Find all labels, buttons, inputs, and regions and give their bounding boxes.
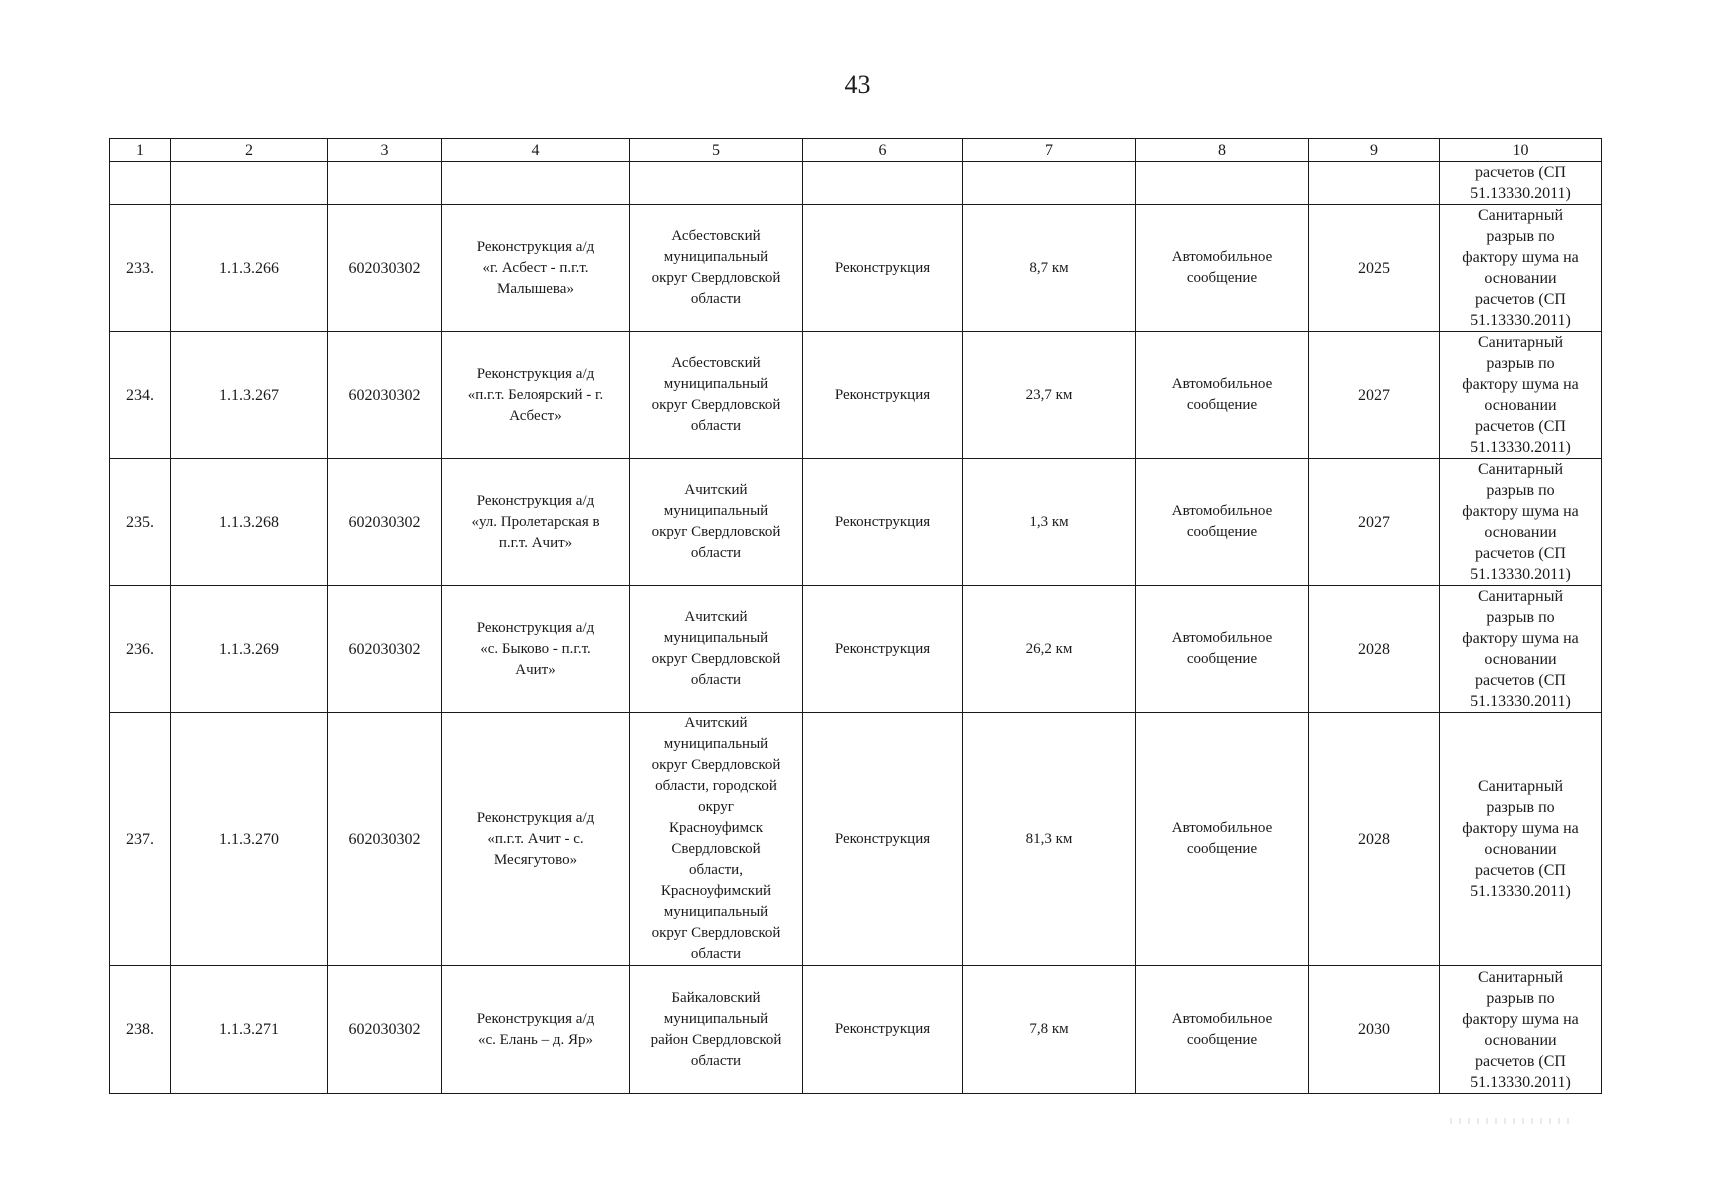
activity-cell: Реконструкция: [803, 459, 963, 586]
purpose-line: сообщение: [1186, 270, 1258, 286]
activity-cell: Реконструкция: [803, 713, 963, 966]
zone-line: 51.13330.2011): [1470, 693, 1571, 710]
registry-table: [109, 138, 1602, 1094]
object-name-line: Реконструкция а/д: [476, 365, 595, 382]
object-name-line: «ул. Пролетарская в: [471, 513, 600, 530]
row-number-cell: 236.: [110, 586, 171, 713]
length-cell: 23,7 км: [963, 332, 1136, 459]
length-cell: 81,3 км: [963, 713, 1136, 966]
header-cell-10: 10: [1440, 139, 1602, 162]
object-name-cell: [442, 713, 630, 966]
header-cell-7: 7: [963, 139, 1136, 162]
location-line: муниципальный: [663, 904, 769, 920]
location-line: Ачитский: [684, 715, 748, 731]
location-line: муниципальный: [663, 630, 769, 646]
zone-line: 51.13330.2011): [1470, 439, 1571, 456]
year-cell: 2027: [1309, 332, 1440, 459]
location-cell: [630, 966, 803, 1094]
object-name-line: «п.г.т. Белоярский - г.: [467, 386, 604, 403]
protection-zone-cell: [1440, 332, 1602, 459]
location-line: области, городской: [655, 778, 777, 794]
header-cell-8: 8: [1136, 139, 1309, 162]
protection-zone-cell: [1440, 205, 1602, 332]
object-name-line: «п.г.т. Ачит - с.: [487, 830, 584, 847]
protection-zone-cell: [1440, 586, 1602, 713]
table-cell: [803, 162, 963, 205]
zone-line: фактору шума на: [1462, 630, 1579, 647]
table-row: [110, 459, 1602, 586]
object-name-line: Ачит»: [515, 661, 556, 678]
location-line: Ачитский: [684, 482, 748, 498]
zone-line: фактору шума на: [1462, 249, 1579, 266]
purpose-line: сообщение: [1186, 841, 1258, 857]
object-name-cell: [442, 966, 630, 1094]
year-cell: 2028: [1309, 586, 1440, 713]
zone-line: Санитарный: [1477, 588, 1564, 605]
purpose-cell: [1136, 332, 1309, 459]
activity-cell: Реконструкция: [803, 205, 963, 332]
header-cell-6: 6: [803, 139, 963, 162]
location-line: Свердловской: [671, 841, 761, 857]
header-cell-3: 3: [328, 139, 442, 162]
purpose-line: Автомобильное: [1171, 820, 1273, 836]
zone-line: Санитарный: [1477, 334, 1564, 351]
location-line: муниципальный: [663, 503, 769, 519]
table-cell: [1309, 162, 1440, 205]
object-code-cell: 1.1.3.269: [171, 586, 328, 713]
object-name-line: Реконструкция а/д: [476, 1010, 595, 1027]
protection-zone-cell: [1440, 459, 1602, 586]
location-line: области: [690, 291, 742, 307]
object-name-line: Месягутово»: [493, 851, 578, 868]
object-name-line: Малышева»: [497, 280, 574, 297]
zone-line: Санитарный: [1477, 778, 1564, 795]
location-line: Асбестовский: [671, 228, 761, 244]
header-cell-1: 1: [110, 139, 171, 162]
zone-line: разрыв по: [1486, 482, 1555, 499]
table-cell: [328, 162, 442, 205]
location-line: Ачитский: [684, 609, 748, 625]
activity-cell: Реконструкция: [803, 332, 963, 459]
activity-cell: Реконструкция: [803, 966, 963, 1094]
class-code-cell: 602030302: [328, 586, 442, 713]
location-line: области: [690, 672, 742, 688]
zone-line: 51.13330.2011): [1470, 185, 1571, 202]
object-name-cell: [442, 459, 630, 586]
location-cell: [630, 205, 803, 332]
location-cell: [630, 332, 803, 459]
purpose-cell: [1136, 713, 1309, 966]
zone-line: разрыв по: [1486, 228, 1555, 245]
class-code-cell: 602030302: [328, 459, 442, 586]
zone-line: основании: [1484, 524, 1557, 541]
object-code-cell: 1.1.3.267: [171, 332, 328, 459]
purpose-line: Автомобильное: [1171, 249, 1273, 265]
location-line: округ Свердловской: [651, 757, 781, 773]
purpose-line: сообщение: [1186, 397, 1258, 413]
page-number: 43: [844, 70, 871, 99]
year-cell: 2028: [1309, 713, 1440, 966]
table-cell: [110, 162, 171, 205]
zone-line: фактору шума на: [1462, 1010, 1579, 1028]
purpose-line: сообщение: [1186, 524, 1258, 540]
length-cell: 7,8 км: [963, 966, 1136, 1094]
location-line: области: [690, 418, 742, 434]
zone-line: основании: [1484, 651, 1557, 668]
protection-zone-cell: [1440, 966, 1602, 1094]
location-line: округ: [698, 799, 734, 815]
zone-line: 51.13330.2011): [1470, 312, 1571, 329]
object-name-line: Асбест»: [509, 407, 562, 424]
row-number-cell: 235.: [110, 459, 171, 586]
zone-line: основании: [1484, 841, 1557, 858]
zone-line: основании: [1484, 270, 1557, 287]
zone-line: расчетов (СП: [1475, 545, 1566, 562]
length-cell: 1,3 км: [963, 459, 1136, 586]
row-number-cell: 237.: [110, 713, 171, 966]
table-row: [110, 966, 1602, 1094]
location-line: Асбестовский: [671, 355, 761, 371]
location-line: округ Свердловской: [651, 651, 781, 667]
header-cell-2: 2: [171, 139, 328, 162]
purpose-line: Автомобильное: [1171, 376, 1273, 392]
object-name-line: Реконструкция а/д: [476, 492, 595, 509]
purpose-cell: [1136, 459, 1309, 586]
location-line: области: [690, 946, 742, 962]
zone-line: расчетов (СП: [1475, 164, 1566, 181]
location-line: округ Свердловской: [651, 524, 781, 540]
scan-artifact: [1450, 1118, 1570, 1124]
object-code-cell: 1.1.3.271: [171, 966, 328, 1094]
purpose-line: сообщение: [1186, 1031, 1258, 1048]
location-line: округ Свердловской: [651, 397, 781, 413]
header-cell-9: 9: [1309, 139, 1440, 162]
location-line: Красноуфимский: [660, 883, 772, 899]
object-name-line: «с. Елань – д. Яр»: [478, 1031, 593, 1048]
location-cell: [630, 713, 803, 966]
table-cell: [442, 162, 630, 205]
length-cell: 8,7 км: [963, 205, 1136, 332]
purpose-line: Автомобильное: [1171, 503, 1273, 519]
object-name-cell: [442, 205, 630, 332]
purpose-line: Автомобильное: [1171, 630, 1273, 646]
location-line: области: [690, 1052, 742, 1069]
activity-cell: Реконструкция: [803, 586, 963, 713]
class-code-cell: 602030302: [328, 966, 442, 1094]
row-number-cell: 233.: [110, 205, 171, 332]
continuation-row: [110, 162, 1602, 205]
year-cell: 2025: [1309, 205, 1440, 332]
continuation-zone-cell: [1440, 162, 1602, 205]
location-line: район Свердловской: [650, 1031, 782, 1048]
object-name-cell: [442, 586, 630, 713]
zone-line: 51.13330.2011): [1470, 566, 1571, 583]
table-cell: [630, 162, 803, 205]
zone-line: Санитарный: [1477, 968, 1564, 986]
header-cell-4: 4: [442, 139, 630, 162]
object-name-line: Реконструкция а/д: [476, 238, 595, 255]
location-line: округ Свердловской: [651, 925, 781, 941]
row-number-cell: 234.: [110, 332, 171, 459]
zone-line: фактору шума на: [1462, 376, 1579, 393]
zone-line: основании: [1484, 1031, 1557, 1049]
location-line: муниципальный: [663, 736, 769, 752]
location-line: округ Свердловской: [651, 270, 781, 286]
zone-line: основании: [1484, 397, 1557, 414]
table-cell: [1136, 162, 1309, 205]
zone-line: расчетов (СП: [1475, 418, 1566, 435]
object-name-line: «г. Асбест - п.г.т.: [482, 259, 589, 276]
object-name-cell: [442, 332, 630, 459]
class-code-cell: 602030302: [328, 332, 442, 459]
location-line: области,: [689, 862, 743, 878]
location-line: области: [690, 545, 742, 561]
object-name-line: Реконструкция а/д: [476, 809, 595, 826]
zone-line: 51.13330.2011): [1470, 1073, 1571, 1091]
zone-line: разрыв по: [1486, 355, 1555, 372]
header-row: [110, 139, 1602, 162]
object-code-cell: 1.1.3.270: [171, 713, 328, 966]
zone-line: расчетов (СП: [1475, 672, 1566, 689]
location-cell: [630, 459, 803, 586]
object-code-cell: 1.1.3.266: [171, 205, 328, 332]
length-cell: 26,2 км: [963, 586, 1136, 713]
location-line: муниципальный: [663, 1010, 769, 1027]
location-line: муниципальный: [663, 249, 769, 265]
zone-line: разрыв по: [1486, 799, 1555, 816]
zone-line: Санитарный: [1477, 461, 1564, 478]
table-cell: [171, 162, 328, 205]
zone-line: Санитарный: [1477, 207, 1564, 224]
table-row: [110, 713, 1602, 966]
purpose-line: сообщение: [1186, 651, 1258, 667]
purpose-cell: [1136, 586, 1309, 713]
protection-zone-cell: [1440, 713, 1602, 966]
purpose-cell: [1136, 205, 1309, 332]
object-name-line: «с. Быково - п.г.т.: [480, 640, 591, 657]
object-name-line: п.г.т. Ачит»: [498, 534, 573, 551]
table-cell: [963, 162, 1136, 205]
zone-line: разрыв по: [1486, 989, 1555, 1007]
zone-line: разрыв по: [1486, 609, 1555, 626]
zone-line: расчетов (СП: [1475, 1052, 1566, 1070]
row-number-cell: 238.: [110, 966, 171, 1094]
class-code-cell: 602030302: [328, 205, 442, 332]
object-name-line: Реконструкция а/д: [476, 619, 595, 636]
zone-line: расчетов (СП: [1475, 862, 1566, 879]
zone-line: фактору шума на: [1462, 820, 1579, 837]
location-line: Красноуфимск: [668, 820, 764, 836]
year-cell: 2030: [1309, 966, 1440, 1094]
location-line: Байкаловский: [671, 989, 761, 1006]
purpose-cell: [1136, 966, 1309, 1094]
table-row: [110, 332, 1602, 459]
class-code-cell: 602030302: [328, 713, 442, 966]
location-cell: [630, 586, 803, 713]
object-code-cell: 1.1.3.268: [171, 459, 328, 586]
zone-line: 51.13330.2011): [1470, 883, 1571, 900]
table-row: [110, 205, 1602, 332]
purpose-line: Автомобильное: [1171, 1010, 1273, 1027]
year-cell: 2027: [1309, 459, 1440, 586]
zone-line: фактору шума на: [1462, 503, 1579, 520]
location-line: муниципальный: [663, 376, 769, 392]
header-cell-5: 5: [630, 139, 803, 162]
zone-line: расчетов (СП: [1475, 291, 1566, 308]
table-row: [110, 586, 1602, 713]
